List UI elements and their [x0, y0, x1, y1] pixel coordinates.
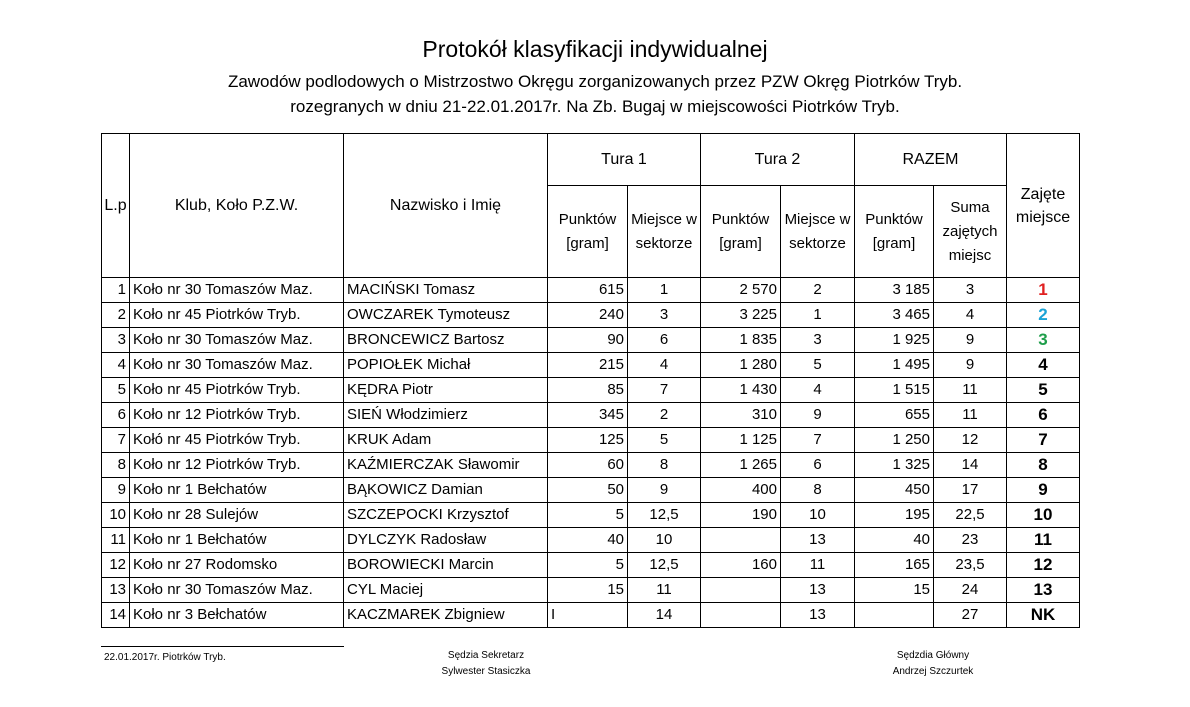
cell-tura2-points — [701, 603, 781, 628]
cell-tura1-sector: 3 — [628, 303, 701, 328]
cell-total-points: 1 495 — [855, 353, 934, 378]
cell-total-points: 655 — [855, 403, 934, 428]
cell-place: 7 — [1007, 428, 1080, 453]
subtitle-line-1: Zawodów podlodowych o Mistrzostwo Okręgu zorganizowanych przez PZW Okręg Piotrków Tryb. — [227, 72, 963, 91]
cell-tura1-points: 85 — [548, 378, 628, 403]
cell-tura1-points: 15 — [548, 578, 628, 603]
cell-club: Koło nr 30 Tomaszów Maz. — [130, 578, 344, 603]
razem-points-header: Punktów [gram] — [855, 186, 934, 278]
cell-name: OWCZAREK Tymoteusz — [344, 303, 548, 328]
cell-tura1-sector: 5 — [628, 428, 701, 453]
cell-place: 12 — [1007, 553, 1080, 578]
table-row — [102, 303, 1080, 328]
cell-total-sum: 24 — [934, 578, 1007, 603]
col-razem-header: RAZEM — [855, 134, 1007, 186]
cell-tura1-points: 240 — [548, 303, 628, 328]
cell-total-sum: 12 — [934, 428, 1007, 453]
cell-total-sum: 9 — [934, 353, 1007, 378]
cell-total-points: 450 — [855, 478, 934, 503]
cell-lp: 3 — [102, 328, 130, 353]
cell-club: Koło nr 1 Bełchatów — [130, 478, 344, 503]
col-tura2-header: Tura 2 — [701, 134, 855, 186]
main-judge-title: Sędzdia Główny — [896, 650, 970, 661]
cell-place: 9 — [1007, 478, 1080, 503]
cell-name: BOROWIECKI Marcin — [344, 553, 548, 578]
razem-sum-header: Suma zajętych miejsc — [934, 186, 1007, 278]
cell-tura2-sector: 6 — [781, 453, 855, 478]
cell-place: 10 — [1007, 503, 1080, 528]
subtitle-line-2: rozegranych w dniu 21-22.01.2017r. Na Zb. Bugaj w miejscowości Piotrków Tryb. — [290, 97, 900, 116]
cell-club: Koło nr 45 Piotrków Tryb. — [130, 303, 344, 328]
page-title: Protokół klasyfikacji indywidualnej — [422, 36, 768, 62]
cell-total-points: 3 185 — [855, 278, 934, 303]
cell-tura2-points: 190 — [701, 503, 781, 528]
cell-lp: 8 — [102, 453, 130, 478]
secretary-title: Sędzia Sekretarz — [447, 650, 525, 661]
cell-place: 1 — [1007, 278, 1080, 303]
cell-tura1-points: 215 — [548, 353, 628, 378]
cell-place: 8 — [1007, 453, 1080, 478]
cell-tura1-points: 125 — [548, 428, 628, 453]
cell-place: 13 — [1007, 578, 1080, 603]
cell-name: BRONCEWICZ Bartosz — [344, 328, 548, 353]
cell-tura1-points: 5 — [548, 503, 628, 528]
cell-place: 3 — [1007, 328, 1080, 353]
cell-lp: 7 — [102, 428, 130, 453]
cell-tura1-sector: 14 — [628, 603, 701, 628]
cell-club: Koło nr 12 Piotrków Tryb. — [130, 453, 344, 478]
cell-total-points: 1 325 — [855, 453, 934, 478]
col-club-header: Klub, Koło P.Z.W. — [130, 134, 344, 278]
cell-place: 2 — [1007, 303, 1080, 328]
cell-total-sum: 4 — [934, 303, 1007, 328]
cell-tura2-sector: 10 — [781, 503, 855, 528]
table-row — [102, 528, 1080, 553]
cell-tura2-points — [701, 528, 781, 553]
table-row — [102, 478, 1080, 503]
cell-tura2-sector: 7 — [781, 428, 855, 453]
cell-tura2-sector: 1 — [781, 303, 855, 328]
cell-tura1-points: 90 — [548, 328, 628, 353]
cell-club: Koło nr 30 Tomaszów Maz. — [130, 278, 344, 303]
col-tura1-header: Tura 1 — [548, 134, 701, 186]
cell-lp: 13 — [102, 578, 130, 603]
cell-total-points: 1 925 — [855, 328, 934, 353]
cell-club: Koło nr 3 Bełchatów — [130, 603, 344, 628]
cell-tura1-points: 50 — [548, 478, 628, 503]
classification-table — [101, 133, 1080, 628]
cell-name: BĄKOWICZ Damian — [344, 478, 548, 503]
cell-lp: 14 — [102, 603, 130, 628]
cell-tura1-points: I — [548, 603, 628, 628]
col-place-header: Zajęte miejsce — [1007, 134, 1080, 278]
cell-name: CYL Maciej — [344, 578, 548, 603]
cell-lp: 9 — [102, 478, 130, 503]
col-lp-header: L.p — [102, 134, 130, 278]
cell-tura1-sector: 11 — [628, 578, 701, 603]
tura2-sector-header: Miejsce w sektorze — [781, 186, 855, 278]
cell-club: Koło nr 45 Piotrków Tryb. — [130, 378, 344, 403]
cell-lp: 12 — [102, 553, 130, 578]
cell-name: KĘDRA Piotr — [344, 378, 548, 403]
cell-lp: 1 — [102, 278, 130, 303]
cell-place: 6 — [1007, 403, 1080, 428]
cell-total-points: 1 515 — [855, 378, 934, 403]
footer-line — [101, 646, 344, 647]
main-judge-name: Andrzej Szczurtek — [892, 666, 974, 677]
cell-total-points: 40 — [855, 528, 934, 553]
cell-tura1-points: 5 — [548, 553, 628, 578]
cell-tura1-sector: 2 — [628, 403, 701, 428]
cell-name: SIEŃ Włodzimierz — [344, 403, 548, 428]
cell-tura1-points: 345 — [548, 403, 628, 428]
cell-tura2-sector: 4 — [781, 378, 855, 403]
cell-name: DYLCZYK Radosław — [344, 528, 548, 553]
cell-total-sum: 23 — [934, 528, 1007, 553]
cell-name: POPIOŁEK Michał — [344, 353, 548, 378]
cell-tura2-sector: 5 — [781, 353, 855, 378]
cell-place: 5 — [1007, 378, 1080, 403]
cell-name: KRUK Adam — [344, 428, 548, 453]
cell-tura1-sector: 12,5 — [628, 503, 701, 528]
cell-tura1-sector: 1 — [628, 278, 701, 303]
cell-tura1-sector: 12,5 — [628, 553, 701, 578]
cell-tura1-sector: 9 — [628, 478, 701, 503]
cell-club: Koło nr 30 Tomaszów Maz. — [130, 353, 344, 378]
cell-total-sum: 27 — [934, 603, 1007, 628]
cell-total-sum: 17 — [934, 478, 1007, 503]
cell-tura2-points: 1 265 — [701, 453, 781, 478]
cell-tura1-points: 60 — [548, 453, 628, 478]
secretary-signature — [400, 648, 572, 680]
tura1-points-header: Punktów [gram] — [548, 186, 628, 278]
table-row — [102, 278, 1080, 303]
cell-tura2-sector: 3 — [781, 328, 855, 353]
cell-tura2-points: 310 — [701, 403, 781, 428]
footer-date: 22.01.2017r. Piotrków Tryb. — [104, 652, 226, 663]
cell-place: 4 — [1007, 353, 1080, 378]
cell-lp: 6 — [102, 403, 130, 428]
cell-tura2-sector: 13 — [781, 603, 855, 628]
cell-tura2-sector: 13 — [781, 528, 855, 553]
cell-tura2-points: 400 — [701, 478, 781, 503]
tura1-sector-header: Miejsce w sektorze — [628, 186, 701, 278]
table-row — [102, 503, 1080, 528]
cell-total-points: 15 — [855, 578, 934, 603]
cell-club: Koło nr 12 Piotrków Tryb. — [130, 403, 344, 428]
cell-club: Koło nr 28 Sulejów — [130, 503, 344, 528]
cell-total-sum: 14 — [934, 453, 1007, 478]
main-judge-signature — [845, 648, 1021, 680]
table-row — [102, 328, 1080, 353]
cell-tura2-sector: 13 — [781, 578, 855, 603]
table-row — [102, 403, 1080, 428]
cell-club: Kołó nr 45 Piotrków Tryb. — [130, 428, 344, 453]
cell-tura2-sector: 9 — [781, 403, 855, 428]
cell-total-points: 165 — [855, 553, 934, 578]
cell-total-sum: 3 — [934, 278, 1007, 303]
cell-name: SZCZEPOCKI Krzysztof — [344, 503, 548, 528]
tura2-points-header: Punktów [gram] — [701, 186, 781, 278]
cell-total-points: 1 250 — [855, 428, 934, 453]
cell-total-points: 195 — [855, 503, 934, 528]
cell-tura2-sector: 8 — [781, 478, 855, 503]
cell-tura2-points: 1 125 — [701, 428, 781, 453]
table-row — [102, 353, 1080, 378]
secretary-name: Sylwester Stasiczka — [441, 666, 531, 677]
cell-name: KACZMAREK Zbigniew — [344, 603, 548, 628]
cell-lp: 10 — [102, 503, 130, 528]
cell-lp: 5 — [102, 378, 130, 403]
cell-place: NK — [1007, 603, 1080, 628]
cell-tura2-points: 1 430 — [701, 378, 781, 403]
cell-tura2-sector: 11 — [781, 553, 855, 578]
cell-total-sum: 22,5 — [934, 503, 1007, 528]
table-row — [102, 578, 1080, 603]
cell-tura1-sector: 7 — [628, 378, 701, 403]
cell-club: Koło nr 27 Rodomsko — [130, 553, 344, 578]
cell-total-points — [855, 603, 934, 628]
cell-club: Koło nr 1 Bełchatów — [130, 528, 344, 553]
cell-name: MACIŃSKI Tomasz — [344, 278, 548, 303]
cell-tura2-points: 1 835 — [701, 328, 781, 353]
cell-tura2-points: 160 — [701, 553, 781, 578]
table-row — [102, 553, 1080, 578]
cell-lp: 4 — [102, 353, 130, 378]
cell-club: Koło nr 30 Tomaszów Maz. — [130, 328, 344, 353]
col-name-header: Nazwisko i Imię — [344, 134, 548, 278]
cell-place: 11 — [1007, 528, 1080, 553]
table-row — [102, 453, 1080, 478]
cell-tura1-sector: 6 — [628, 328, 701, 353]
table-row — [102, 603, 1080, 628]
cell-tura1-sector: 4 — [628, 353, 701, 378]
cell-tura2-points: 3 225 — [701, 303, 781, 328]
cell-tura2-sector: 2 — [781, 278, 855, 303]
cell-tura1-points: 615 — [548, 278, 628, 303]
cell-tura1-sector: 10 — [628, 528, 701, 553]
cell-lp: 11 — [102, 528, 130, 553]
cell-tura1-sector: 8 — [628, 453, 701, 478]
cell-total-sum: 11 — [934, 403, 1007, 428]
cell-tura1-points: 40 — [548, 528, 628, 553]
table-row — [102, 428, 1080, 453]
cell-total-sum: 9 — [934, 328, 1007, 353]
cell-total-sum: 23,5 — [934, 553, 1007, 578]
cell-total-sum: 11 — [934, 378, 1007, 403]
cell-tura2-points — [701, 578, 781, 603]
table-row — [102, 378, 1080, 403]
cell-name: KAŹMIERCZAK Sławomir — [344, 453, 548, 478]
cell-total-points: 3 465 — [855, 303, 934, 328]
cell-tura2-points: 1 280 — [701, 353, 781, 378]
cell-lp: 2 — [102, 303, 130, 328]
cell-tura2-points: 2 570 — [701, 278, 781, 303]
